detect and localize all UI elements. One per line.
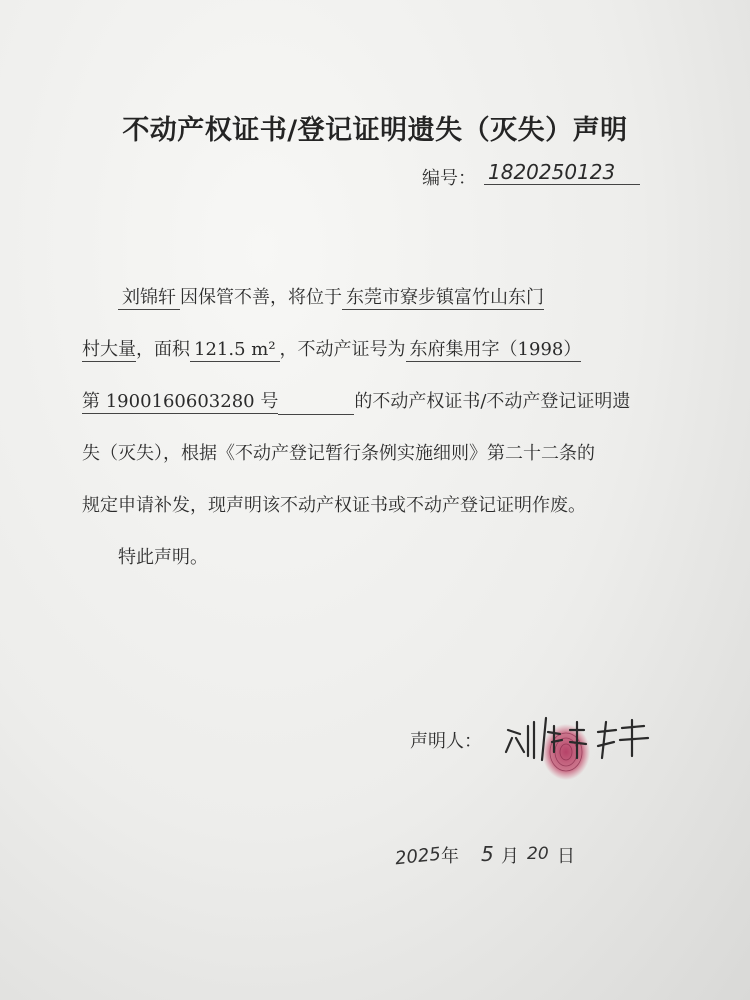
body-text-cert-no: ，不动产证号为 (279, 339, 406, 360)
body-line-3 (82, 389, 630, 415)
document-title: 不动产权证书/登记证明遗失（灭失）声明 (122, 115, 628, 146)
signature-with-fingerprint (498, 708, 668, 783)
area-field: 121.5 m² (190, 339, 280, 362)
body-text-because: 因保管不善，将位于 (180, 287, 342, 308)
body-line-5: 规定申请补发，现声明该不动产权证书或不动产登记证明作废。 (82, 495, 586, 516)
body-line-1 (118, 285, 544, 311)
location-field-part1: 东莞市寮步镇富竹山东门 (342, 287, 544, 310)
date-month-value: 5 (481, 842, 494, 866)
body-line-4: 失（灭失），根据《不动产登记暂行条例实施细则》第二十二条的 (82, 443, 595, 464)
declarant-label: 声明人： (410, 731, 482, 752)
body-text-area: ，面积 (136, 339, 190, 360)
body-line-2 (82, 337, 581, 363)
signing-date (395, 840, 595, 880)
owner-name-field: 刘锦轩 (118, 287, 180, 310)
closing-statement: 特此声明。 (118, 547, 208, 568)
date-year-value: 2025 (394, 843, 442, 870)
date-day-label: 日 (557, 846, 575, 867)
cert-number-field-part2: 第 1900160603280 号 (82, 391, 279, 412)
location-field-part2: 村大量 (82, 339, 136, 360)
body-text-line4-tail: 的不动产权证书/不动产登记证明遗 (354, 391, 631, 412)
serial-label: 编号： (422, 168, 476, 189)
date-month-label: 月 (501, 846, 519, 867)
date-day-value: 20 (527, 844, 549, 864)
handwritten-signature-strokes (506, 718, 648, 760)
cert-number-field-part1: 东府集用字（1998） (406, 339, 582, 362)
date-year-label: 年 (441, 846, 459, 867)
serial-number: 1820250123 (484, 160, 640, 185)
cert-number-blank (278, 394, 354, 415)
